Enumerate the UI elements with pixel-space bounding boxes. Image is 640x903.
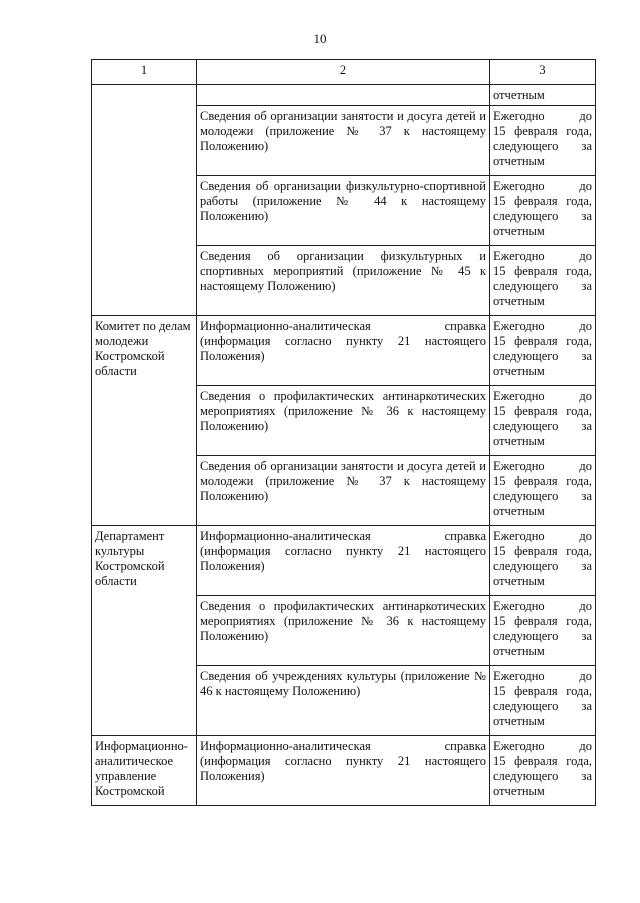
requirement-cell: Сведения о профилактических антинаркотических мероприятиях (приложение № 36 к настоящему Положению) [197, 596, 490, 666]
table-row [92, 316, 596, 386]
deadline-line-4: отчетным [493, 574, 545, 588]
requirement-cell: Информационно-аналитическая справка (информация согласно пункту 21 настоящего Положения) [197, 736, 490, 806]
deadline-line-2: 15 февраля года, [493, 124, 592, 138]
deadline-cell [490, 316, 596, 386]
department-cell [92, 85, 197, 316]
deadline-line-2: 15 февраля года, [493, 264, 592, 278]
deadline-cell [490, 596, 596, 666]
deadline-line-3: следующего за [493, 139, 592, 153]
table-row [92, 736, 596, 806]
deadline-line-3: следующего за [493, 349, 592, 363]
deadline-line-1: Ежегодно до [493, 739, 592, 753]
deadline-line-1: Ежегодно до [493, 179, 592, 193]
requirement-cell [197, 85, 490, 106]
requirement-cell: Сведения об организации занятости и досуга детей и молодежи (приложение № 37 к настоящему Положению) [197, 106, 490, 176]
deadline-line-4: отчетным [493, 224, 545, 238]
deadline-cell [490, 456, 596, 526]
requirement-cell: Сведения об учреждениях культуры (приложение № 46 к настоящему Положению) [197, 666, 490, 736]
department-cell: Информационно-аналитическое управление Костромской [92, 736, 197, 806]
deadline-cell [490, 526, 596, 596]
table-row [92, 526, 596, 596]
deadline-line-2: 15 февраля года, [493, 754, 592, 768]
table-header-row [92, 60, 596, 85]
deadline-line-1: Ежегодно до [493, 249, 592, 263]
deadline-line-3: следующего за [493, 489, 592, 503]
deadline-line-3: следующего за [493, 559, 592, 573]
page-number: 10 [313, 31, 327, 46]
deadline-cell [490, 246, 596, 316]
requirement-cell: Информационно-аналитическая справка (информация согласно пункту 21 настоящего Положения) [197, 526, 490, 596]
deadline-cell: отчетным [490, 85, 596, 106]
deadline-line-4: отчетным [493, 714, 545, 728]
requirement-cell: Сведения об организации занятости и досуга детей и молодежи (приложение № 37 к настоящему Положению) [197, 456, 490, 526]
deadline-line-2: 15 февраля года, [493, 614, 592, 628]
deadline-line-3: следующего за [493, 629, 592, 643]
requirement-cell: Сведения о профилактических антинаркотических мероприятиях (приложение № 36 к настоящему Положению) [197, 386, 490, 456]
deadline-line-2: 15 февраля года, [493, 474, 592, 488]
table-row [92, 85, 596, 106]
deadline-line-1: Ежегодно до [493, 669, 592, 683]
requirement-cell: Информационно-аналитическая справка (информация согласно пункту 21 настоящего Положения) [197, 316, 490, 386]
deadline-line-2: 15 февраля года, [493, 684, 592, 698]
deadline-line-3: следующего за [493, 769, 592, 783]
deadline-cell [490, 176, 596, 246]
header-col-1: 1 [92, 60, 197, 85]
requirement-cell: Сведения об организации физкультурно-спортивной работы (приложение № 44 к настоящему Положению) [197, 176, 490, 246]
deadline-line-4: отчетным [493, 434, 545, 448]
deadline-line-4: отчетным [493, 644, 545, 658]
deadline-line-2: 15 февраля года, [493, 334, 592, 348]
requirement-cell: Сведения об организации физкультурных и спортивных мероприятий (приложение № 45 к настоящему Положению) [197, 246, 490, 316]
department-cell: Комитет по делам молодежи Костромской области [92, 316, 197, 526]
deadline-line-1: Ежегодно до [493, 529, 592, 543]
deadline-line-3: следующего за [493, 279, 592, 293]
deadline-line-1: Ежегодно до [493, 599, 592, 613]
deadline-line-4: отчетным [493, 364, 545, 378]
deadline-line-4: отчетным [493, 784, 545, 798]
deadline-cell [490, 106, 596, 176]
deadline-line-4: отчетным [493, 154, 545, 168]
deadline-line-3: следующего за [493, 699, 592, 713]
deadline-cell [490, 736, 596, 806]
department-cell: Департамент культуры Костромской области [92, 526, 197, 736]
header-col-3: 3 [490, 60, 596, 85]
deadline-line-1: Ежегодно до [493, 319, 592, 333]
deadline-line-1: Ежегодно до [493, 389, 592, 403]
header-col-2: 2 [197, 60, 490, 85]
deadline-line-3: следующего за [493, 209, 592, 223]
deadline-line-2: 15 февраля года, [493, 544, 592, 558]
deadline-line-4: отчетным [493, 504, 545, 518]
deadline-line-1: Ежегодно до [493, 109, 592, 123]
deadline-line-4: отчетным [493, 294, 545, 308]
deadline-line-2: 15 февраля года, [493, 404, 592, 418]
reporting-table [91, 59, 596, 806]
deadline-cell [490, 666, 596, 736]
deadline-line-2: 15 февраля года, [493, 194, 592, 208]
deadline-line-1: Ежегодно до [493, 459, 592, 473]
deadline-cell [490, 386, 596, 456]
deadline-line-3: следующего за [493, 419, 592, 433]
